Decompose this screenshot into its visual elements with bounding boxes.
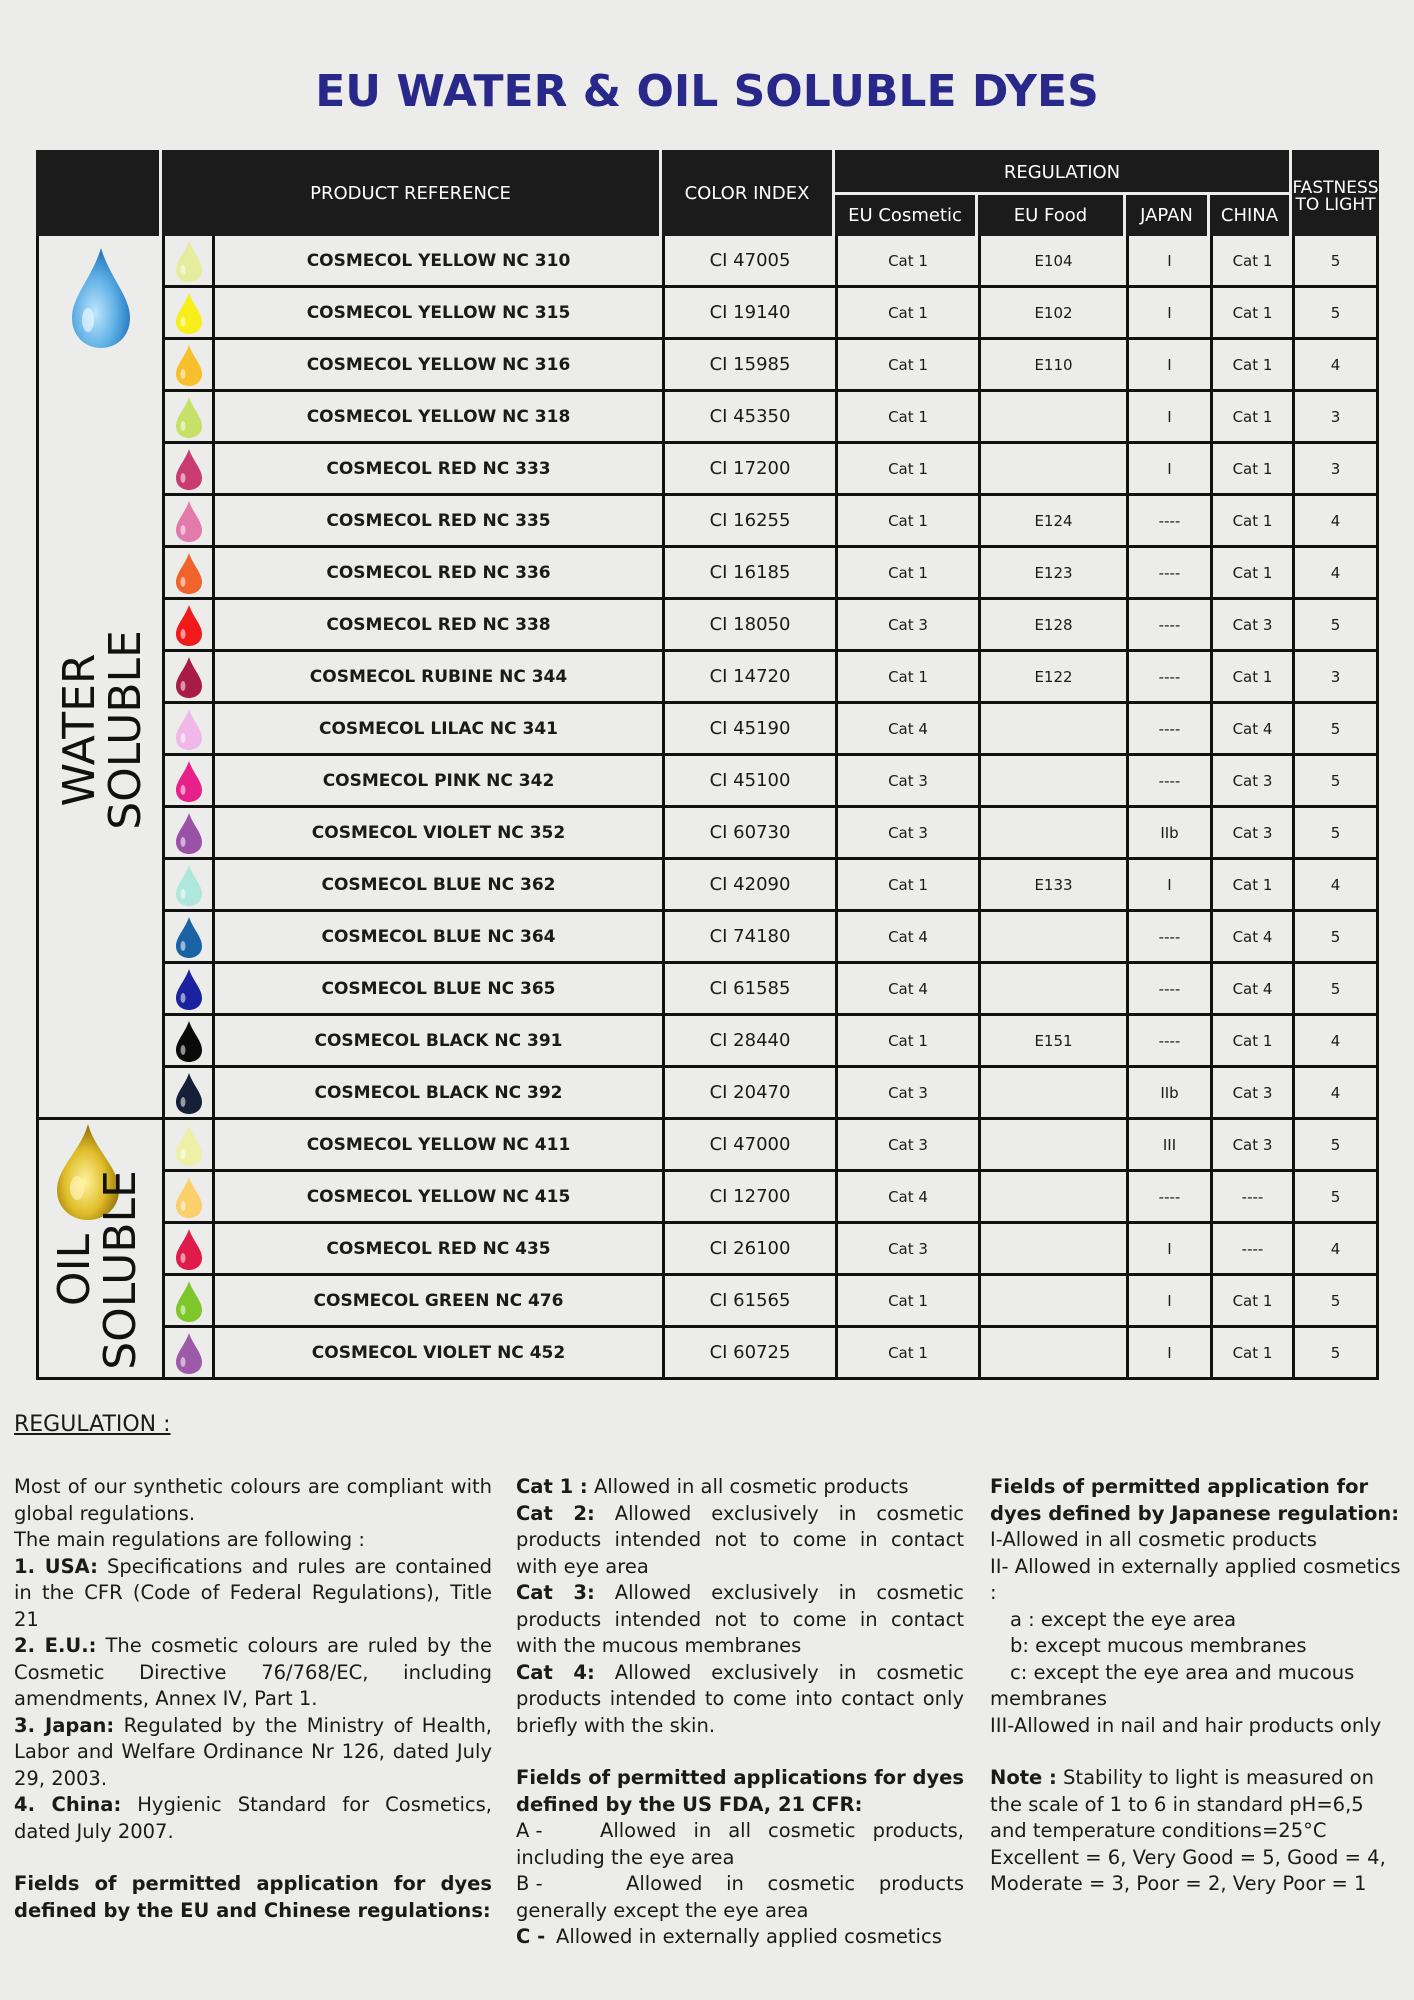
header-fastness xyxy=(1292,150,1379,236)
china-cell: Cat 4 xyxy=(1210,964,1292,1013)
eu-cosmetic-cell: Cat 1 xyxy=(835,496,978,545)
water-label-line2: SOLUBLE xyxy=(100,630,151,830)
fastness-cell: 5 xyxy=(1292,600,1376,649)
dye-drop-icon xyxy=(174,1279,204,1323)
color-index-cell: CI 17200 xyxy=(662,444,835,493)
eu-food-cell xyxy=(978,1328,1126,1377)
japan-cell: ---- xyxy=(1126,600,1210,649)
fda-b-label: B - xyxy=(516,1872,543,1895)
japan-cell: ---- xyxy=(1126,964,1210,1013)
fastness-cell: 5 xyxy=(1292,1276,1376,1325)
japan-regulation xyxy=(14,1713,492,1793)
eu-food-cell xyxy=(978,1224,1126,1273)
eu-food-cell xyxy=(978,392,1126,441)
fda-c-label: C - xyxy=(516,1925,546,1948)
fastness-cell: 4 xyxy=(1292,548,1376,597)
table-row xyxy=(162,1276,1376,1328)
japan-cell: ---- xyxy=(1126,1172,1210,1221)
table-row xyxy=(162,1224,1376,1276)
color-index-cell: CI 45350 xyxy=(662,392,835,441)
table-row xyxy=(162,392,1376,444)
cat4-text: Allowed exclusively in cosmetic products intended to come into contact only briefly with the skin. xyxy=(516,1660,964,1737)
china-cell: Cat 1 xyxy=(1210,444,1292,493)
eu-food-cell xyxy=(978,444,1126,493)
header-eu-cosmetic: EU Cosmetic xyxy=(835,192,978,236)
fastness-cell: 4 xyxy=(1292,1224,1376,1273)
japan-cell: ---- xyxy=(1126,652,1210,701)
eu-cosmetic-cell: Cat 1 xyxy=(835,392,978,441)
dye-drop-icon xyxy=(174,551,204,595)
eu-cosmetic-cell: Cat 1 xyxy=(835,1276,978,1325)
japan-cell: ---- xyxy=(1126,912,1210,961)
fda-c-text: Allowed in externally applied cosmetics xyxy=(556,1925,942,1948)
product-reference-cell: COSMECOL BLUE NC 365 xyxy=(212,964,662,1013)
eu-food-cell: E124 xyxy=(978,496,1126,545)
color-swatch-cell xyxy=(162,288,212,337)
header-japan: JAPAN xyxy=(1126,192,1210,236)
japan-cell: ---- xyxy=(1126,756,1210,805)
eu-food-cell xyxy=(978,756,1126,805)
fda-a-text: Allowed in all cosmetic products, including the eye area xyxy=(516,1819,964,1869)
eu-food-cell: E110 xyxy=(978,340,1126,389)
oil-label-line2: SOLUBLE xyxy=(95,1170,146,1370)
eu-food-cell: E104 xyxy=(978,236,1126,285)
japan-fields-heading: Fields of permitted application for dyes defined by Japanese regulation: xyxy=(990,1475,1400,1525)
usa-regulation xyxy=(14,1554,492,1634)
eu-label: 2. E.U.: xyxy=(14,1634,97,1657)
japan-ii: II- Allowed in externally applied cosmetics : xyxy=(990,1554,1401,1604)
fastness-cell: 5 xyxy=(1292,756,1376,805)
dye-drop-icon xyxy=(174,239,204,283)
china-cell: ---- xyxy=(1210,1172,1292,1221)
eu-cosmetic-cell: Cat 1 xyxy=(835,1328,978,1377)
color-swatch-cell xyxy=(162,1328,212,1377)
cat1 xyxy=(516,1474,964,1501)
eu-cosmetic-cell: Cat 1 xyxy=(835,340,978,389)
eu-cosmetic-cell: Cat 1 xyxy=(835,288,978,337)
color-swatch-cell xyxy=(162,1120,212,1169)
japan-text: Regulated by the Ministry of Health, Labor and Welfare Ordinance Nr 126, dated July 29, 2003. xyxy=(14,1713,493,1790)
fastness-cell: 5 xyxy=(1292,704,1376,753)
eu-food-cell xyxy=(978,964,1126,1013)
color-swatch-cell xyxy=(162,340,212,389)
table-row xyxy=(162,444,1376,496)
color-index-cell: CI 28440 xyxy=(662,1016,835,1065)
eu-cosmetic-cell: Cat 1 xyxy=(835,236,978,285)
product-reference-cell: COSMECOL RED NC 435 xyxy=(212,1224,662,1273)
eu-cosmetic-cell: Cat 3 xyxy=(835,808,978,857)
color-index-cell: CI 16255 xyxy=(662,496,835,545)
regulation-column-1 xyxy=(14,1474,492,1924)
main-regulations-text: The main regulations are following : xyxy=(14,1528,365,1551)
japan-ii-a: a : except the eye area xyxy=(1010,1607,1237,1631)
color-swatch-cell xyxy=(162,964,212,1013)
eu-cosmetic-cell: Cat 4 xyxy=(835,912,978,961)
color-index-cell: CI 12700 xyxy=(662,1172,835,1221)
china-cell: Cat 1 xyxy=(1210,392,1292,441)
table-row xyxy=(162,912,1376,964)
eu-food-cell xyxy=(978,1120,1126,1169)
china-cell: Cat 1 xyxy=(1210,1328,1292,1377)
eu-cosmetic-cell: Cat 4 xyxy=(835,704,978,753)
oil-soluble-section xyxy=(39,1120,162,1380)
color-index-cell: CI 47005 xyxy=(662,236,835,285)
china-cell: ---- xyxy=(1210,1224,1292,1273)
eu-food-cell xyxy=(978,912,1126,961)
fastness-cell: 4 xyxy=(1292,1016,1376,1065)
product-reference-cell: COSMECOL PINK NC 342 xyxy=(212,756,662,805)
color-swatch-cell xyxy=(162,496,212,545)
china-cell: Cat 4 xyxy=(1210,912,1292,961)
china-cell: Cat 1 xyxy=(1210,1016,1292,1065)
eu-food-cell xyxy=(978,1068,1126,1117)
japan-cell: I xyxy=(1126,340,1210,389)
fastness-cell: 3 xyxy=(1292,652,1376,701)
dye-drop-icon xyxy=(174,1071,204,1115)
dye-drop-icon xyxy=(174,447,204,491)
product-reference-cell: COSMECOL YELLOW NC 316 xyxy=(212,340,662,389)
cat3 xyxy=(516,1580,964,1660)
product-reference-cell: COSMECOL RUBINE NC 344 xyxy=(212,652,662,701)
table-row xyxy=(162,652,1376,704)
eu-food-cell: E123 xyxy=(978,548,1126,597)
fastness-cell: 4 xyxy=(1292,1068,1376,1117)
color-index-cell: CI 14720 xyxy=(662,652,835,701)
japan-cell: I xyxy=(1126,444,1210,493)
fastness-cell: 4 xyxy=(1292,340,1376,389)
color-index-cell: CI 61585 xyxy=(662,964,835,1013)
header-color-index: COLOR INDEX xyxy=(662,150,835,236)
china-cell: Cat 3 xyxy=(1210,1068,1292,1117)
table-row xyxy=(162,860,1376,912)
product-reference-cell: COSMECOL YELLOW NC 411 xyxy=(212,1120,662,1169)
header-fastness-line2: TO LIGHT xyxy=(1295,195,1376,215)
table-row xyxy=(162,600,1376,652)
eu-food-cell xyxy=(978,704,1126,753)
color-index-cell: CI 60725 xyxy=(662,1328,835,1377)
table-row xyxy=(162,1068,1376,1120)
product-reference-cell: COSMECOL GREEN NC 476 xyxy=(212,1276,662,1325)
water-drop-icon xyxy=(66,244,136,354)
eu-cosmetic-cell: Cat 3 xyxy=(835,600,978,649)
japan-cell: I xyxy=(1126,392,1210,441)
dye-drop-icon xyxy=(174,707,204,751)
fastness-cell: 5 xyxy=(1292,1120,1376,1169)
dye-drop-icon xyxy=(174,499,204,543)
table-row xyxy=(162,236,1376,288)
product-reference-cell: COSMECOL BLUE NC 362 xyxy=(212,860,662,909)
fda-a xyxy=(516,1818,964,1871)
color-swatch-cell xyxy=(162,704,212,753)
cat4-label: Cat 4: xyxy=(516,1660,595,1684)
color-swatch-cell xyxy=(162,1016,212,1065)
water-label-line1: WATER xyxy=(54,653,105,807)
china-cell: Cat 1 xyxy=(1210,1276,1292,1325)
eu-food-cell: E133 xyxy=(978,860,1126,909)
eu-food-cell xyxy=(978,808,1126,857)
japan-iii: III-Allowed in nail and hair products only xyxy=(990,1713,1382,1737)
china-cell: Cat 1 xyxy=(1210,236,1292,285)
color-swatch-cell xyxy=(162,1224,212,1273)
table-row xyxy=(162,1016,1376,1068)
eu-cosmetic-cell: Cat 3 xyxy=(835,1068,978,1117)
header-china: CHINA xyxy=(1210,192,1292,236)
color-index-cell: CI 18050 xyxy=(662,600,835,649)
color-index-cell: CI 16185 xyxy=(662,548,835,597)
japan-cell: ---- xyxy=(1126,548,1210,597)
header-eu-food: EU Food xyxy=(978,192,1126,236)
japan-cell: I xyxy=(1126,860,1210,909)
eu-food-cell xyxy=(978,1172,1126,1221)
fastness-cell: 5 xyxy=(1292,912,1376,961)
fda-a-label: A - xyxy=(516,1819,543,1842)
dye-drop-icon xyxy=(174,811,204,855)
product-reference-cell: COSMECOL VIOLET NC 452 xyxy=(212,1328,662,1377)
product-reference-cell: COSMECOL RED NC 338 xyxy=(212,600,662,649)
dye-drop-icon xyxy=(174,603,204,647)
eu-cosmetic-cell: Cat 1 xyxy=(835,1016,978,1065)
intro-text: Most of our synthetic colours are compliant with global regulations. xyxy=(14,1475,492,1525)
china-cell: Cat 3 xyxy=(1210,600,1292,649)
color-index-cell: CI 74180 xyxy=(662,912,835,961)
dye-drop-icon xyxy=(174,1019,204,1063)
product-reference-cell: COSMECOL YELLOW NC 315 xyxy=(212,288,662,337)
header-blank xyxy=(36,150,162,236)
color-index-cell: CI 15985 xyxy=(662,340,835,389)
eu-regulation xyxy=(14,1633,492,1713)
note-label: Note : xyxy=(990,1766,1057,1789)
oil-label-line1: OIL xyxy=(49,1233,100,1307)
dye-drop-icon xyxy=(174,915,204,959)
color-index-cell: CI 60730 xyxy=(662,808,835,857)
cat2-text: Allowed exclusively in cosmetic products intended not to come in contact with eye area xyxy=(516,1501,964,1578)
cat1-text: Allowed in all cosmetic products xyxy=(587,1475,909,1498)
japan-cell: ---- xyxy=(1126,496,1210,545)
product-reference-cell: COSMECOL BLACK NC 391 xyxy=(212,1016,662,1065)
fastness-cell: 3 xyxy=(1292,392,1376,441)
dye-drop-icon xyxy=(174,1175,204,1219)
fda-c xyxy=(516,1924,964,1951)
china-cell: Cat 1 xyxy=(1210,860,1292,909)
color-swatch-cell xyxy=(162,1276,212,1325)
japan-label: 3. Japan: xyxy=(14,1713,115,1737)
china-cell: Cat 1 xyxy=(1210,652,1292,701)
product-reference-cell: COSMECOL BLACK NC 392 xyxy=(212,1068,662,1117)
regulation-column-2 xyxy=(516,1474,964,1951)
cat4 xyxy=(516,1660,964,1740)
table-row xyxy=(162,496,1376,548)
color-index-cell: CI 20470 xyxy=(662,1068,835,1117)
eu-cosmetic-cell: Cat 1 xyxy=(835,548,978,597)
product-reference-cell: COSMECOL RED NC 336 xyxy=(212,548,662,597)
note xyxy=(990,1765,1404,1845)
color-swatch-cell xyxy=(162,444,212,493)
header-fastness-line1: FASTNESS xyxy=(1292,178,1379,198)
fastness-cell: 5 xyxy=(1292,1172,1376,1221)
usa-text: Specifications and rules are contained in the CFR (Code of Federal Regulations), Title 21 xyxy=(14,1554,492,1631)
dye-drop-icon xyxy=(174,1331,204,1375)
color-swatch-cell xyxy=(162,1068,212,1117)
color-swatch-cell xyxy=(162,392,212,441)
dye-drop-icon xyxy=(174,1227,204,1271)
header-regulation: REGULATION xyxy=(835,150,1292,194)
table-row xyxy=(162,964,1376,1016)
fastness-cell: 3 xyxy=(1292,444,1376,493)
eu-cosmetic-cell: Cat 1 xyxy=(835,652,978,701)
table-row xyxy=(162,1172,1376,1224)
table-row xyxy=(162,808,1376,860)
product-reference-cell: COSMECOL VIOLET NC 352 xyxy=(212,808,662,857)
japan-cell: ---- xyxy=(1126,704,1210,753)
fastness-cell: 5 xyxy=(1292,288,1376,337)
eu-cosmetic-cell: Cat 4 xyxy=(835,964,978,1013)
fastness-scale: Excellent = 6, Very Good = 5, Good = 4, Moderate = 3, Poor = 2, Very Poor = 1 xyxy=(990,1845,1386,1895)
japan-cell: I xyxy=(1126,236,1210,285)
eu-cosmetic-cell: Cat 1 xyxy=(835,860,978,909)
regulation-column-3 xyxy=(990,1474,1404,1898)
japan-cell: IIb xyxy=(1126,1068,1210,1117)
dye-drop-icon xyxy=(174,395,204,439)
japan-cell: III xyxy=(1126,1120,1210,1169)
fastness-cell: 4 xyxy=(1292,496,1376,545)
fda-b xyxy=(516,1871,964,1924)
china-cell: Cat 1 xyxy=(1210,288,1292,337)
table-row xyxy=(162,1328,1376,1380)
fda-fields-heading: Fields of permitted applications for dyes defined by the US FDA, 21 CFR: xyxy=(516,1766,964,1816)
cat3-label: Cat 3: xyxy=(516,1581,595,1604)
dye-drop-icon xyxy=(174,655,204,699)
dye-drop-icon xyxy=(174,291,204,335)
china-cell: Cat 1 xyxy=(1210,496,1292,545)
table-row xyxy=(162,548,1376,600)
regulation-title: REGULATION : xyxy=(14,1412,171,1437)
japan-i: I-Allowed in all cosmetic products xyxy=(990,1528,1317,1551)
fastness-cell: 5 xyxy=(1292,236,1376,285)
japan-ii-b: b: except mucous membranes xyxy=(1010,1634,1307,1657)
color-index-cell: CI 47000 xyxy=(662,1120,835,1169)
cat1-label: Cat 1 : xyxy=(516,1475,588,1498)
eu-food-cell xyxy=(978,1276,1126,1325)
page-title: EU WATER & OIL SOLUBLE DYES xyxy=(315,66,1099,117)
product-reference-cell: COSMECOL RED NC 333 xyxy=(212,444,662,493)
china-cell: Cat 3 xyxy=(1210,1120,1292,1169)
china-cell: Cat 3 xyxy=(1210,808,1292,857)
product-reference-cell: COSMECOL RED NC 335 xyxy=(212,496,662,545)
table-row xyxy=(162,340,1376,392)
usa-label: 1. USA: xyxy=(14,1554,98,1578)
cat2-label: Cat 2: xyxy=(516,1501,595,1525)
china-cell: Cat 3 xyxy=(1210,756,1292,805)
oil-soluble-label xyxy=(49,1135,148,1405)
color-swatch-cell xyxy=(162,808,212,857)
china-cell: Cat 1 xyxy=(1210,548,1292,597)
table-row xyxy=(162,1120,1376,1172)
color-index-cell: CI 19140 xyxy=(662,288,835,337)
product-reference-cell: COSMECOL YELLOW NC 318 xyxy=(212,392,662,441)
eu-food-cell: E151 xyxy=(978,1016,1126,1065)
cat3-text: Allowed exclusively in cosmetic products intended not to come in contact with the mucous membranes xyxy=(516,1581,964,1657)
color-index-cell: CI 45190 xyxy=(662,704,835,753)
product-reference-cell: COSMECOL LILAC NC 341 xyxy=(212,704,662,753)
dye-table xyxy=(36,150,1379,1380)
color-swatch-cell xyxy=(162,652,212,701)
color-swatch-cell xyxy=(162,912,212,961)
fastness-cell: 4 xyxy=(1292,860,1376,909)
fastness-cell: 5 xyxy=(1292,964,1376,1013)
japan-cell: I xyxy=(1126,1328,1210,1377)
japan-cell: IIb xyxy=(1126,808,1210,857)
color-swatch-cell xyxy=(162,756,212,805)
water-soluble-label xyxy=(54,580,153,880)
japan-cell: I xyxy=(1126,1276,1210,1325)
japan-cell: ---- xyxy=(1126,1016,1210,1065)
table-body xyxy=(36,236,1379,1380)
china-cell: Cat 1 xyxy=(1210,340,1292,389)
eu-cosmetic-cell: Cat 4 xyxy=(835,1172,978,1221)
eu-food-cell: E102 xyxy=(978,288,1126,337)
table-row xyxy=(162,288,1376,340)
color-swatch-cell xyxy=(162,860,212,909)
header-product-reference: PRODUCT REFERENCE xyxy=(162,150,662,236)
dye-drop-icon xyxy=(174,967,204,1011)
color-swatch-cell xyxy=(162,236,212,285)
eu-cosmetic-cell: Cat 3 xyxy=(835,756,978,805)
eu-text: The cosmetic colours are ruled by the Cosmetic Directive 76/768/EC, including amendments, Annex IV, Part 1. xyxy=(14,1634,492,1710)
product-reference-cell: COSMECOL BLUE NC 364 xyxy=(212,912,662,961)
china-text: Hygienic Standard for Cosmetics, dated July 2007. xyxy=(14,1793,493,1843)
color-swatch-cell xyxy=(162,600,212,649)
eu-food-cell: E122 xyxy=(978,652,1126,701)
eu-cosmetic-cell: Cat 1 xyxy=(835,444,978,493)
product-reference-cell: COSMECOL YELLOW NC 310 xyxy=(212,236,662,285)
japan-ii-c: c: except the eye area and mucous membranes xyxy=(990,1660,1355,1710)
color-swatch-cell xyxy=(162,1172,212,1221)
note-text: Stability to light is measured on the scale of 1 to 6 in standard pH=6,5 and temperature conditions=25°C xyxy=(990,1766,1374,1842)
table-row xyxy=(162,704,1376,756)
fastness-cell: 5 xyxy=(1292,808,1376,857)
eu-cosmetic-cell: Cat 3 xyxy=(835,1120,978,1169)
eu-food-cell: E128 xyxy=(978,600,1126,649)
cat2 xyxy=(516,1501,964,1581)
china-cell: Cat 4 xyxy=(1210,704,1292,753)
eu-cosmetic-cell: Cat 3 xyxy=(835,1224,978,1273)
china-regulation xyxy=(14,1792,492,1845)
color-swatch-cell xyxy=(162,548,212,597)
fda-b-text: Allowed in cosmetic products generally except the eye area xyxy=(516,1872,964,1922)
color-index-cell: CI 42090 xyxy=(662,860,835,909)
table-row xyxy=(162,756,1376,808)
dye-drop-icon xyxy=(174,863,204,907)
dye-drop-icon xyxy=(174,343,204,387)
color-index-cell: CI 45100 xyxy=(662,756,835,805)
japan-cell: I xyxy=(1126,288,1210,337)
dye-drop-icon xyxy=(174,1123,204,1167)
china-label: 4. China: xyxy=(14,1793,122,1816)
color-index-cell: CI 26100 xyxy=(662,1224,835,1273)
water-soluble-section xyxy=(39,236,162,1120)
product-reference-cell: COSMECOL YELLOW NC 415 xyxy=(212,1172,662,1221)
dye-drop-icon xyxy=(174,759,204,803)
color-index-cell: CI 61565 xyxy=(662,1276,835,1325)
eu-china-fields-heading: Fields of permitted application for dyes defined by the EU and Chinese regulations: xyxy=(14,1872,492,1922)
fastness-cell: 5 xyxy=(1292,1328,1376,1377)
japan-cell: I xyxy=(1126,1224,1210,1273)
